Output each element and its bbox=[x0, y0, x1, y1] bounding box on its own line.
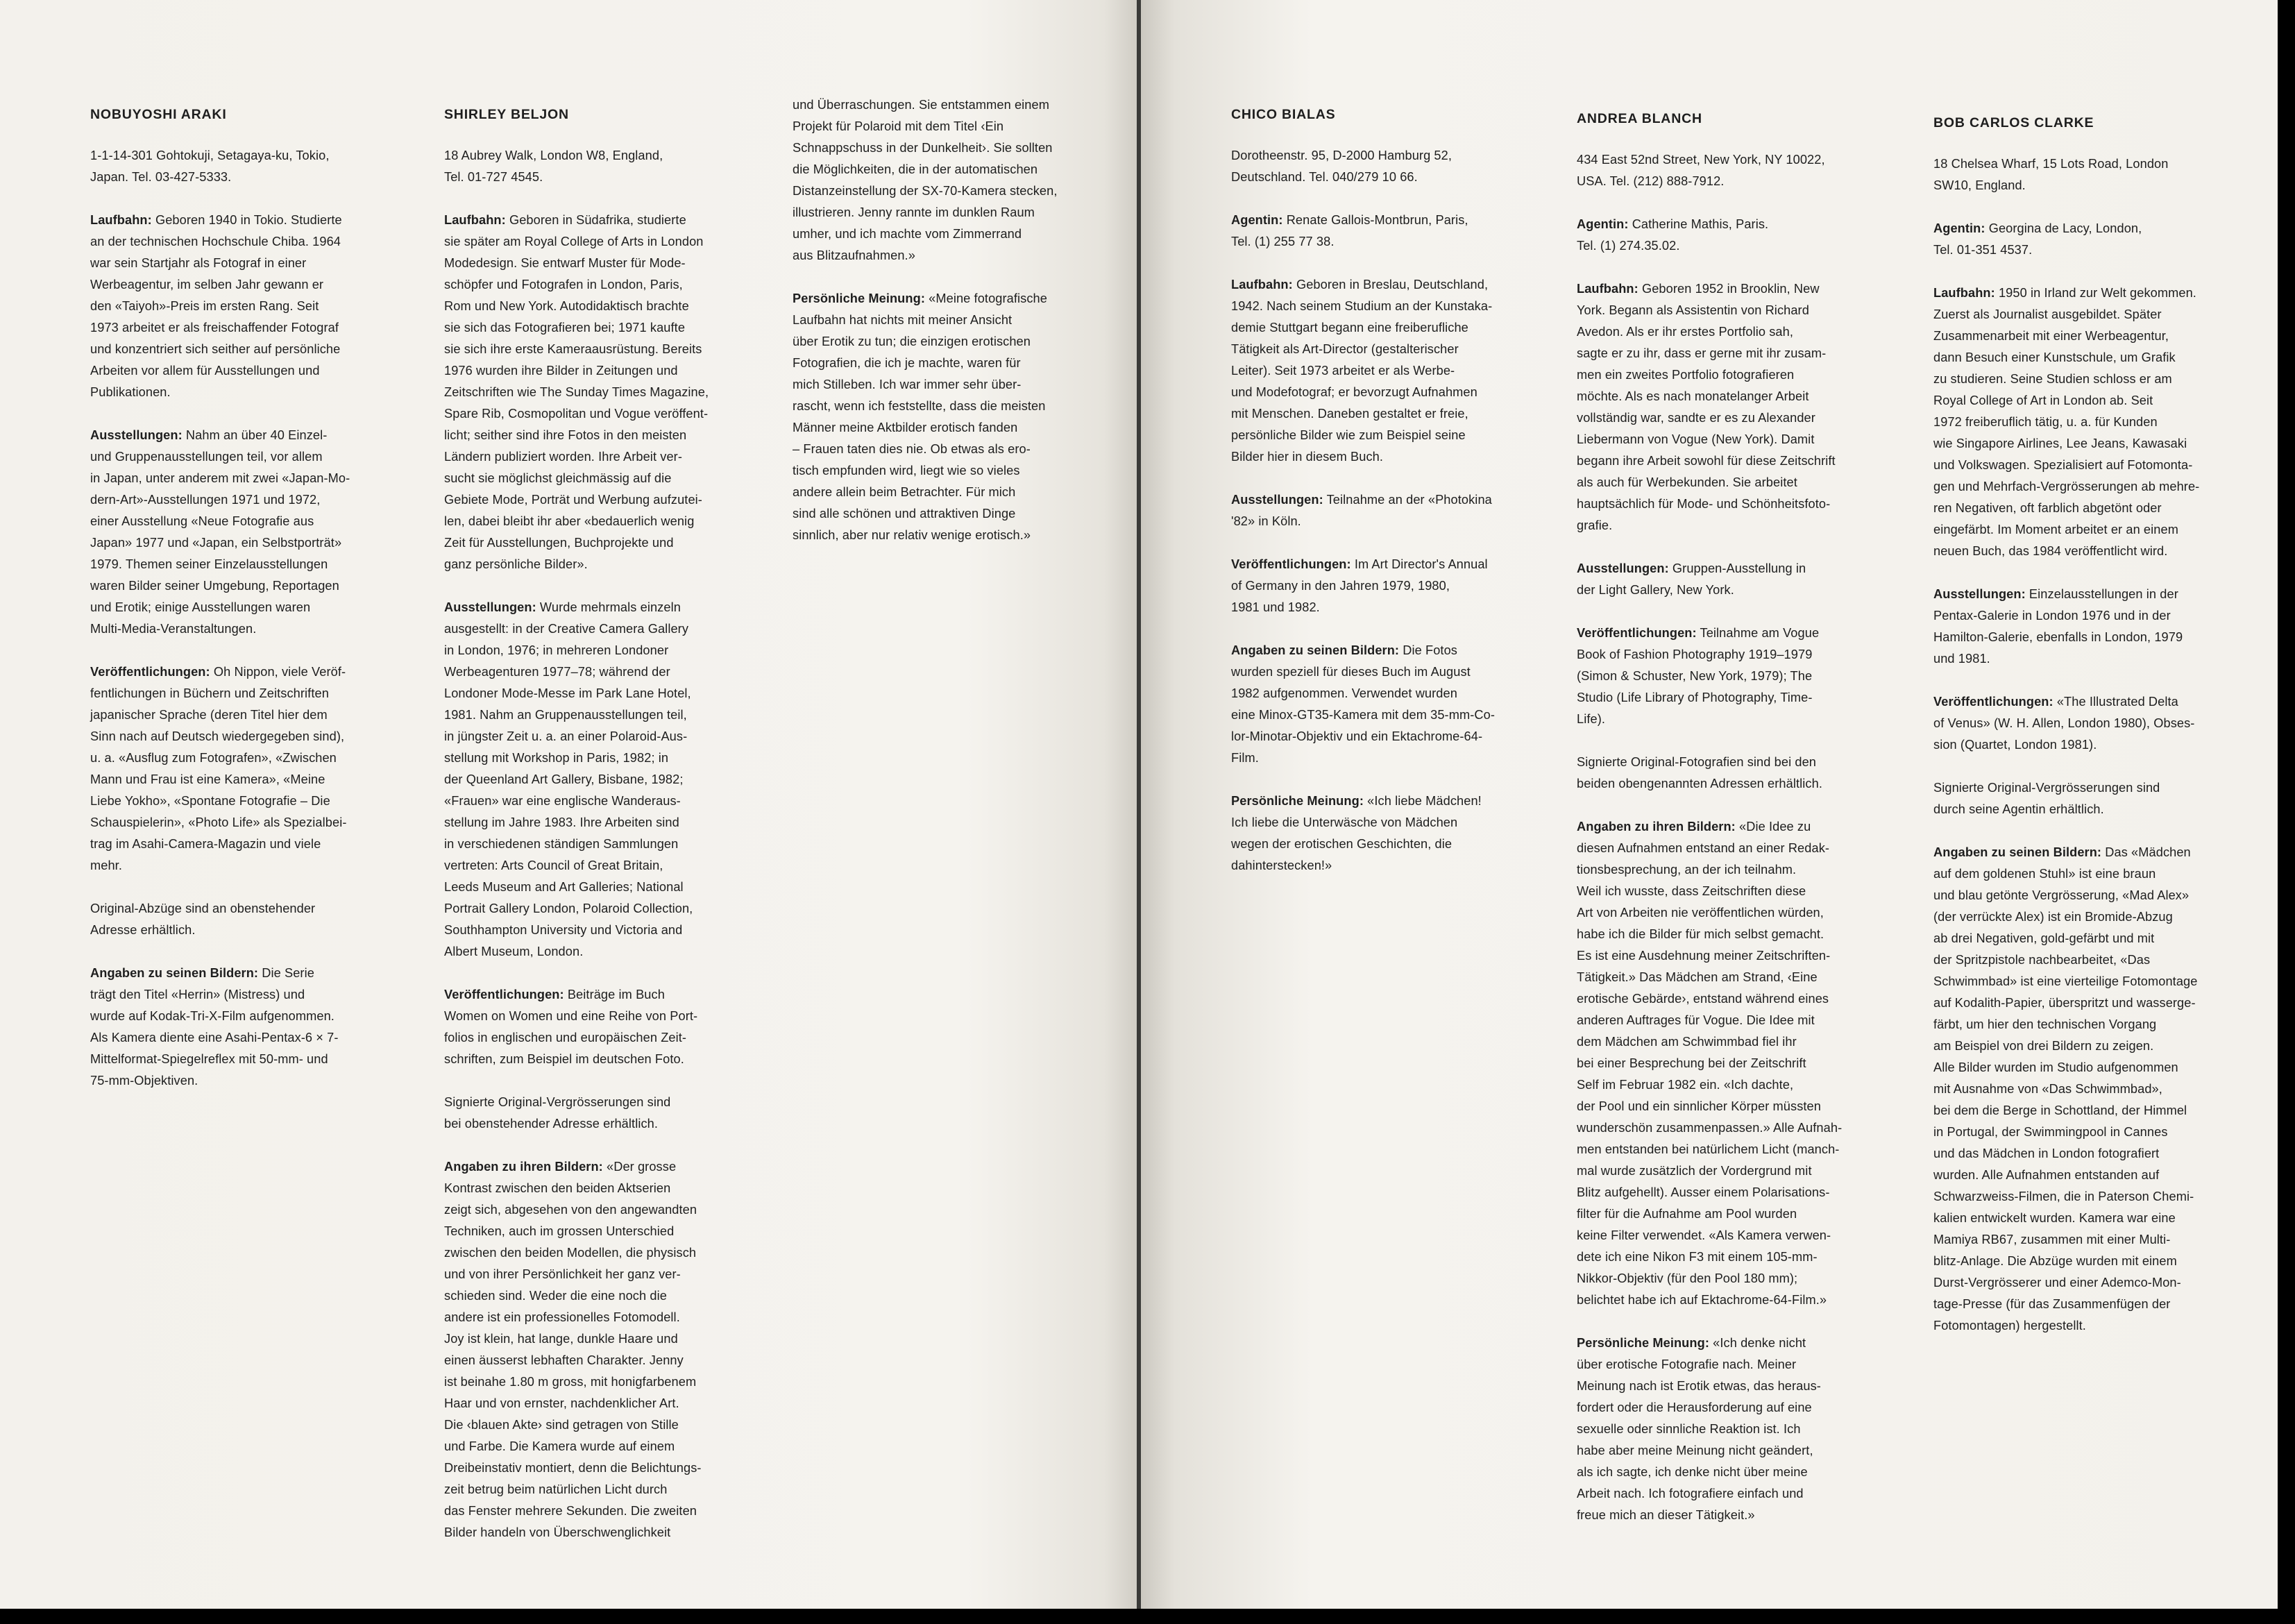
section-label: Angaben zu seinen Bildern: bbox=[1933, 845, 2102, 859]
photographer-name: BOB CARLOS CLARKE bbox=[1933, 115, 2094, 130]
paragraph-text: Renate Gallois-Montbrun, Paris, Tel. (1) 255 77 38. bbox=[1231, 213, 1468, 248]
bio-paragraph bbox=[444, 145, 750, 188]
paragraph-text: Geboren in Südafrika, studierte sie später am Royal College of Arts in London Modedesign. Sie entwarf Muster für Mode- schöpfer und Fotografen in London, Paris, Rom und New York. Autodidaktisch brachte sie sich das Fotografieren bei; 1971 kaufte sie sich ihre erste Kameraausrüstung. Bereits 1976 wurden ihre Bilder in Zeitungen und Zeitschriften wie The Sunday Times Magazine, Spare Rib, Cosmopolitan und Vogue veröffent- licht; seither sind ihre Fotos in den meisten Ländern publiziert worden. Ihre Arbeit ver- sucht sie möglichst gleichmässig auf die Gebiete Mode, Porträt und Werbung aufzutei- len, dabei bleibt ihr aber «bedauerlich wenig Zeit für Ausstellungen, Buchprojekte und ganz persönliche Bilder». bbox=[444, 213, 709, 571]
bio-paragraph bbox=[90, 145, 396, 188]
paragraph-text: und Überraschungen. Sie entstammen einem Projekt für Polaroid mit dem Titel ‹Ein Schnappschuss in der Dunkelheit›. Sie sollten die Möglichkeiten, die in der automatischen Distanzeinstellung der SX-70-Kamera stecken, illustrieren. Jenny rannte im dunklen Raum umher, und ich machte vom Zimmerrand aus Blitzaufnahmen.» bbox=[793, 98, 1058, 262]
column-beljon bbox=[444, 90, 750, 1565]
paragraph-text: Geboren 1952 in Brooklin, New York. Begann als Assistentin von Richard Avedon. Als er ihr erstes Portfolio sah, sagte er zu ihr, dass er gerne mit ihr zusam- men ein zweites Portfolio fotografieren möchte. Als es nach monatelanger Arbeit vollständig war, sandte er es zu Alexander Liebermann von Vogue (New York). Damit begann ihre Arbeit sowohl für diese Zeitschrift als auch für Werbekunden. Sie arbeitet hauptsächlich für Mode- und Schönheitsfoto- grafie. bbox=[1577, 282, 1836, 532]
section-label: Veröffentlichungen: bbox=[90, 665, 210, 679]
paragraph-text: 1-1-14-301 Gohtokuji, Setagaya-ku, Tokio, Japan. Tel. 03-427-5333. bbox=[90, 149, 330, 184]
section-label: Ausstellungen: bbox=[444, 600, 536, 614]
bio-paragraph bbox=[1577, 1333, 1882, 1526]
section-label: Laufbahn: bbox=[90, 213, 152, 227]
section-label: Angaben zu ihren Bildern: bbox=[1577, 820, 1736, 834]
photographer-name: CHICO BIALAS bbox=[1231, 107, 1336, 122]
bio-paragraph bbox=[1231, 640, 1536, 769]
right-page bbox=[1141, 0, 2278, 1624]
section-label: Ausstellungen: bbox=[1231, 493, 1323, 507]
paragraph-text: Wurde mehrmals einzeln ausgestellt: in der Creative Camera Gallery in London, 1976; in mehreren Londoner Werbeagenturen 1977–78; während der Londoner Mode-Messe im Park Lane Hotel, 1981. Nahm an Gruppenausstellungen teil, in jüngster Zeit u. a. an einer Polaroid-Aus- stellung mit Workshop in Paris, 1982; in der Queenland Art Gallery, Bisbane, 1982; «Frauen» war eine englische Wanderaus- stellung im Jahre 1983. Ihre Arbeiten sind in verschiedenen ständigen Sammlungen vertreten: Arts Council of Great Britain, Leeds Museum and Art Galleries; National Portrait Gallery London, Polaroid Collection, Southhampton University und Victoria and Albert Museum, London. bbox=[444, 600, 693, 958]
paragraph-text: Einzelausstellungen in der Pentax-Galerie in London 1976 und in der Hamilton-Galerie, ebenfalls in London, 1979 und 1981. bbox=[1933, 587, 2183, 666]
paragraph-text: 18 Chelsea Wharf, 15 Lots Road, London SW10, England. bbox=[1933, 157, 2169, 192]
column-blanch bbox=[1577, 94, 1882, 1548]
column-araki bbox=[90, 90, 396, 1113]
bio-paragraph bbox=[1933, 282, 2239, 562]
bio-paragraph bbox=[793, 288, 1098, 546]
section-label: Agentin: bbox=[1231, 213, 1283, 227]
bio-paragraph bbox=[1933, 777, 2239, 820]
column-beljon-continued bbox=[793, 94, 1098, 568]
paragraph-text: Dorotheenstr. 95, D-2000 Hamburg 52, Deutschland. Tel. 040/279 10 66. bbox=[1231, 149, 1453, 184]
section-label: Persönliche Meinung: bbox=[1577, 1336, 1709, 1350]
section-label: Persönliche Meinung: bbox=[793, 291, 925, 305]
section-label: Angaben zu seinen Bildern: bbox=[90, 966, 259, 980]
paragraph-text: Teilnahme am Vogue Book of Fashion Photography 1919–1979 (Simon & Schuster, New York, 1979); The Studio (Life Library of Photography, Time- Life). bbox=[1577, 626, 1820, 726]
paragraph-text: Das «Mädchen auf dem goldenen Stuhl» ist eine braun und blau getönte Vergrösserung, «Mad Alex» (der verrückte Alex) ist ein Bromide-Abzug ab drei Negativen, gold-gefärbt und mit der Spritzpistole nachbearbeitet, «Das Schwimmbad» ist eine vierteilige Fotomontage auf Kodalith-Papier, überspritzt und wasserge- färbt, um hier den technischen Vorgang am Beispiel von drei Bildern zu zeigen. Alle Bilder wurden im Studio aufgenommen mit Ausnahme von «Das Schwimmbad», bei dem die Berge in Schottland, der Himmel in Portugal, der Swimmingpool in Cannes und das Mädchen in London fotografiert wurden. Alle Aufnahmen entstanden auf Schwarzweiss-Filmen, die in Paterson Chemi- kalien entwickelt wurden. Kamera war eine Mamiya RB67, zusammen mit einer Multi- blitz-Anlage. Die Abzüge wurden mit einem Durst-Vergrösserer und einer Ademco-Mon- tage-Presse (für das Zusammenfügen der Fotomontagen) hergestellt. bbox=[1933, 845, 2198, 1333]
paragraph-text: Original-Abzüge sind an obenstehender Adresse erhältlich. bbox=[90, 902, 316, 937]
column-bialas bbox=[1231, 90, 1536, 898]
bio-paragraph bbox=[1577, 278, 1882, 536]
section-label: Veröffentlichungen: bbox=[1577, 626, 1697, 640]
bio-paragraph bbox=[90, 210, 396, 403]
paragraph-text: Georgina de Lacy, London, Tel. 01-351 4537. bbox=[1933, 221, 2142, 257]
section-label: Laufbahn: bbox=[1231, 278, 1293, 291]
bio-paragraph bbox=[1933, 691, 2239, 756]
bio-paragraph bbox=[444, 1092, 750, 1135]
paragraph-text: «Der grosse Kontrast zwischen den beiden Aktserien zeigt sich, abgesehen von den angewandten Techniken, auch im grossen Unterschied zwischen den beiden Modellen, die physisch und von ihrer Persönlichkeit her ganz ver- schieden sind. Weder die eine noch die andere ist ein professionelles Fotomodell. Joy ist klein, hat lange, dunkle Haare und einen äusserst lebhaften Charakter. Jenny ist beinahe 1.80 m gross, mit honigfarbenem Haar und von ernster, nachdenklicher Art. Die ‹blauen Akte› sind getragen von Stille und Farbe. Die Kamera wurde auf einem Dreibeinstativ montiert, denn die Belichtungs- zeit betrug beim natürlichen Licht durch das Fenster mehrere Sekunden. Die zweiten Bilder handeln von Überschwenglichkeit bbox=[444, 1160, 702, 1539]
section-label: Angaben zu seinen Bildern: bbox=[1231, 643, 1400, 657]
paragraph-text: Catherine Mathis, Paris. Tel. (1) 274.35.02. bbox=[1577, 217, 1769, 253]
bio-paragraph bbox=[793, 94, 1098, 267]
bio-paragraph bbox=[444, 1156, 750, 1543]
bio-paragraph bbox=[1577, 623, 1882, 730]
bio-paragraph bbox=[1231, 274, 1536, 468]
bio-paragraph bbox=[1577, 214, 1882, 257]
paragraph-text: Geboren in Breslau, Deutschland, 1942. Nach seinem Studium an der Kunstaka- demie Stuttgart begann eine freiberufliche Tätigkeit als Art-Director (gestalterischer Leiter). Seit 1973 arbeitet er als Werbe- und Modefotograf; er bevorzugt Aufnahmen mit Menschen. Daneben gestaltet er freie, persönliche Bilder wie zum Beispiel seine Bilder hier in diesem Buch. bbox=[1231, 278, 1493, 464]
paragraph-text: Signierte Original-Fotografien sind bei den beiden obengenannten Adressen erhältlich. bbox=[1577, 755, 1822, 790]
paragraph-text: Signierte Original-Vergrösserungen sind bei obenstehender Adresse erhältlich. bbox=[444, 1095, 671, 1131]
bio-paragraph bbox=[444, 984, 750, 1070]
paragraph-text: 434 East 52nd Street, New York, NY 10022, USA. Tel. (212) 888-7912. bbox=[1577, 153, 1825, 188]
paragraph-text: Gruppen-Ausstellung in der Light Gallery, New York. bbox=[1577, 561, 1806, 597]
section-label: Veröffentlichungen: bbox=[444, 988, 564, 1001]
paragraph-text: «The Illustrated Delta of Venus» (W. H. Allen, London 1980), Obses- sion (Quartet, London 1981). bbox=[1933, 695, 2195, 752]
section-label: Ausstellungen: bbox=[1933, 587, 2026, 601]
section-label: Ausstellungen: bbox=[90, 428, 183, 442]
bio-paragraph bbox=[1577, 558, 1882, 601]
bio-paragraph bbox=[1231, 145, 1536, 188]
paragraph-text: Im Art Director's Annual of Germany in den Jahren 1979, 1980, 1981 und 1982. bbox=[1231, 557, 1488, 614]
bio-paragraph bbox=[1231, 554, 1536, 618]
bio-paragraph bbox=[1933, 153, 2239, 196]
section-label: Angaben zu ihren Bildern: bbox=[444, 1160, 603, 1174]
bio-paragraph bbox=[1231, 790, 1536, 877]
paragraph-text: «Die Idee zu diesen Aufnahmen entstand an einer Redak- tionsbesprechung, an der ich teilnahm. Weil ich wusste, dass Zeitschriften diese Art von Arbeiten nie veröffentlichen würden, habe ich die Bilder für mich selbst gemacht. Es ist eine Ausdehnung meiner Zeitschriften- Tätigkeit.» Das Mädchen am Strand, ‹Eine erotische Gebärde›, entstand während eines anderen Auftrages für Vogue. Die Idee mit dem Mädchen am Schwimmbad fiel ihr bei einer Besprechung bei der Zeitschrift Self im Februar 1982 ein. «Ich dachte, der Pool und ein sinnlicher Körper müssten wunderschön zusammenpassen.» Alle Aufnah- men entstanden bei natürlichem Licht (manch- mal wurde zusätzlich der Vordergrund mit Blitz aufgehellt). Ausser einem Polarisations- filter für die Aufnahme am Pool wurden keine Filter verwendet. «Als Kamera verwen- dete ich eine Nikon F3 mit einem 105-mm- Nikkor-Objektiv (für den Pool 180 mm); belichtet habe ich auf Ektachrome-64-Film.» bbox=[1577, 820, 1843, 1307]
section-label: Laufbahn: bbox=[1933, 286, 1995, 300]
section-label: Persönliche Meinung: bbox=[1231, 794, 1364, 808]
paragraph-text: «Ich liebe Mädchen! Ich liebe die Unterwäsche von Mädchen wegen der erotischen Geschichten, die dahinterstecken!» bbox=[1231, 794, 1482, 872]
column-clarke bbox=[1933, 99, 2239, 1358]
bio-paragraph bbox=[1577, 752, 1882, 795]
paragraph-text: Oh Nippon, viele Veröf- fentlichungen in Büchern und Zeitschriften japanischer Sprache (deren Titel hier dem Sinn nach auf Deutsch wiedergegeben sind), u. a. «Ausflug zum Fotografen», «Zwischen Mann und Frau ist eine Kamera», «Meine Liebe Yokho», «Spontane Fotografie – Die Schauspielerin», «Photo Life» als Spezialbei- trag im Asahi-Camera-Magazin und viele mehr. bbox=[90, 665, 347, 872]
photographer-name: NOBUYOSHI ARAKI bbox=[90, 107, 227, 122]
section-label: Veröffentlichungen: bbox=[1231, 557, 1351, 571]
section-label: Agentin: bbox=[1933, 221, 1985, 235]
bio-paragraph bbox=[444, 210, 750, 575]
bio-paragraph bbox=[1577, 816, 1882, 1311]
bio-paragraph bbox=[1933, 584, 2239, 670]
paragraph-text: Geboren 1940 in Tokio. Studierte an der technischen Hochschule Chiba. 1964 war sein Startjahr als Fotograf in einer Werbeagentur, im selben Jahr gewann er den «Taiyoh»-Preis im ersten Rang. Seit 1973 arbeitet er als freischaffender Fotograf und konzentriert sich seither auf persönliche Arbeiten vor allem für Ausstellungen und Publikationen. bbox=[90, 213, 342, 399]
section-label: Veröffentlichungen: bbox=[1933, 695, 2053, 709]
paragraph-text: Signierte Original-Vergrösserungen sind durch seine Agentin erhältlich. bbox=[1933, 781, 2160, 816]
paragraph-text: 18 Aubrey Walk, London W8, England, Tel. 01-727 4545. bbox=[444, 149, 663, 184]
paragraph-text: «Meine fotografische Laufbahn hat nichts mit meiner Ansicht über Erotik zu tun; die einzigen erotischen Fotografien, die ich je machte, waren für mich Stilleben. Ich war immer sehr über- rascht, wenn ich feststellte, dass die meisten Männer meine Aktbilder erotisch fanden – Frauen taten dies nie. Ob etwas als ero- tisch empfunden wird, liegt wie so vieles andere allein beim Betrachter. Für mich sind alle schönen und attraktiven Dinge sinnlich, aber nur relativ wenige erotisch.» bbox=[793, 291, 1047, 542]
bio-paragraph bbox=[1577, 149, 1882, 192]
paragraph-text: Beiträge im Buch Women on Women und eine Reihe von Port- folios in englischen und europäischen Zeit- schriften, zum Beispiel im deutschen Foto. bbox=[444, 988, 698, 1066]
paragraph-text: Die Serie trägt den Titel «Herrin» (Mistress) und wurde auf Kodak-Tri-X-Film aufgenommen. Als Kamera diente eine Asahi-Pentax-6 × 7- Mittelformat-Spiegelreflex mit 50-mm- und 75-mm-Objektiven. bbox=[90, 966, 339, 1088]
bio-paragraph bbox=[90, 898, 396, 941]
paragraph-text: Teilnahme an der «Photokina '82» in Köln. bbox=[1231, 493, 1492, 528]
bio-paragraph bbox=[1933, 842, 2239, 1337]
paragraph-text: 1950 in Irland zur Welt gekommen. Zuerst als Journalist ausgebildet. Später Zusammenarbeit mit einer Werbeagentur, dann Besuch einer Kunstschule, um Grafik zu studieren. Seine Studien schloss er am Royal College of Art in London ab. Seit 1972 freiberuflich tätig, u. a. für Kunden wie Singapore Airlines, Lee Jeans, Kawasaki und Volkswagen. Spezialisiert auf Fotomonta- gen und Mehrfach-Vergrösserungen ab mehre- ren Negativen, oft farblich abgetönt oder eingefärbt. Im Moment arbeitet er an einem neuen Buch, das 1984 veröffentlicht wird. bbox=[1933, 286, 2200, 558]
bio-paragraph bbox=[1231, 489, 1536, 532]
photographer-name: ANDREA BLANCH bbox=[1577, 111, 1702, 126]
section-label: Laufbahn: bbox=[1577, 282, 1638, 296]
bio-paragraph bbox=[90, 963, 396, 1092]
left-page bbox=[0, 0, 1138, 1624]
section-label: Ausstellungen: bbox=[1577, 561, 1669, 575]
bio-paragraph bbox=[1231, 210, 1536, 253]
paragraph-text: «Ich denke nicht über erotische Fotografie nach. Meiner Meinung nach ist Erotik etwas, das heraus- fordert oder die Herausforderung auf eine sexuelle oder sinnliche Reaktion ist. Ich habe aber meine Meinung nicht geändert, als ich sagte, ich denke nicht über meine Arbeit nach. Ich fotografiere einfach und freue mich an dieser Tätigkeit.» bbox=[1577, 1336, 1821, 1522]
bio-paragraph bbox=[90, 425, 396, 640]
section-label: Laufbahn: bbox=[444, 213, 506, 227]
scan-bottom-edge bbox=[0, 1609, 2295, 1624]
section-label: Agentin: bbox=[1577, 217, 1629, 231]
photographer-name: SHIRLEY BELJON bbox=[444, 107, 569, 122]
bio-paragraph bbox=[90, 661, 396, 877]
paragraph-text: Nahm an über 40 Einzel- und Gruppenausstellungen teil, vor allem in Japan, unter anderem mit zwei «Japan-Mo- dern-Art»-Ausstellungen 1971 und 1972, einer Ausstellung «Neue Fotografie aus Japan» 1977 und «Japan, ein Selbstporträt» 1979. Themen seiner Einzelausstellungen waren Bilder seiner Umgebung, Reportagen und Erotik; einige Ausstellungen waren Multi-Media-Veranstaltungen. bbox=[90, 428, 350, 636]
bio-paragraph bbox=[1933, 218, 2239, 261]
bio-paragraph bbox=[444, 597, 750, 963]
paragraph-text: Die Fotos wurden speziell für dieses Buch im August 1982 aufgenommen. Verwendet wurden eine Minox-GT35-Kamera mit dem 35-mm-Co- lor-Minotar-Objektiv und ein Ektachrome-64- Film. bbox=[1231, 643, 1495, 765]
